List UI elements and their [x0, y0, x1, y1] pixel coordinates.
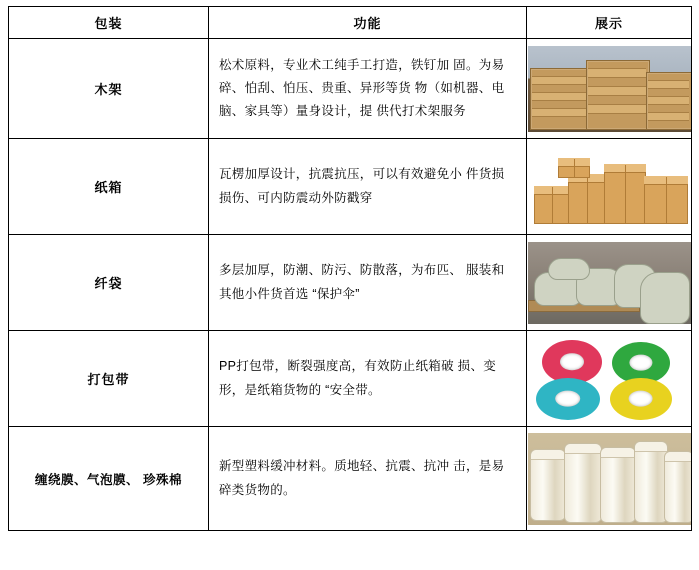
row-image-cell — [527, 39, 692, 139]
table-row — [9, 139, 692, 235]
image-wrapper — [527, 39, 691, 138]
table-row — [9, 39, 692, 139]
row-category: 木架 — [9, 39, 209, 139]
table-header — [9, 7, 692, 39]
table-header-row — [9, 7, 692, 39]
table-body — [9, 39, 692, 531]
image-wrapper — [527, 235, 691, 330]
row-category: 纤袋 — [9, 235, 209, 331]
table-row — [9, 331, 692, 427]
row-category: 纸箱 — [9, 139, 209, 235]
table-row — [9, 235, 692, 331]
column-header-function: 功能 — [209, 7, 527, 39]
image-wrapper — [527, 139, 691, 234]
row-category: 缠绕膜、气泡膜、 珍殊棉 — [9, 427, 209, 531]
row-image-cell — [527, 427, 692, 531]
row-image-cell — [527, 139, 692, 235]
woven-bags-photo — [528, 242, 691, 324]
row-image-cell — [527, 235, 692, 331]
row-description: 瓦楞加厚设计，抗震抗压，可以有效避免小 件货损损伤、可内防震动外防戳穿 — [209, 139, 527, 235]
carton-boxes-photo — [528, 146, 691, 228]
row-description: 新型塑料缓冲材料。质地轻、抗震、抗冲 击，是易碎类货物的。 — [209, 427, 527, 531]
image-wrapper — [527, 427, 691, 530]
row-description: PP打包带，断裂强度高，有效防止纸箱破 损、变形，是纸箱货物的 “安全带。 — [209, 331, 527, 427]
column-header-display: 展示 — [527, 7, 692, 39]
image-wrapper — [527, 331, 691, 426]
column-header-packaging: 包装 — [9, 7, 209, 39]
row-description: 多层加厚，防潮、防污、防散落，为布匹、 服装和其他小件货首选 “保护伞” — [209, 235, 527, 331]
row-description: 松术原料，专业术工纯手工打造，铁钉加 固。为易碎、怕刮、怕压、贵重、异形等货 物（如机器、电脑、家具等）量身设计，提 供代打术架服务 — [209, 39, 527, 139]
packaging-table — [8, 6, 692, 531]
row-category: 打包带 — [9, 331, 209, 427]
strapping-rolls-photo — [528, 336, 691, 422]
stretch-film-photo — [528, 433, 691, 525]
wooden-crate-photo — [528, 46, 691, 132]
table-row — [9, 427, 692, 531]
row-image-cell — [527, 331, 692, 427]
